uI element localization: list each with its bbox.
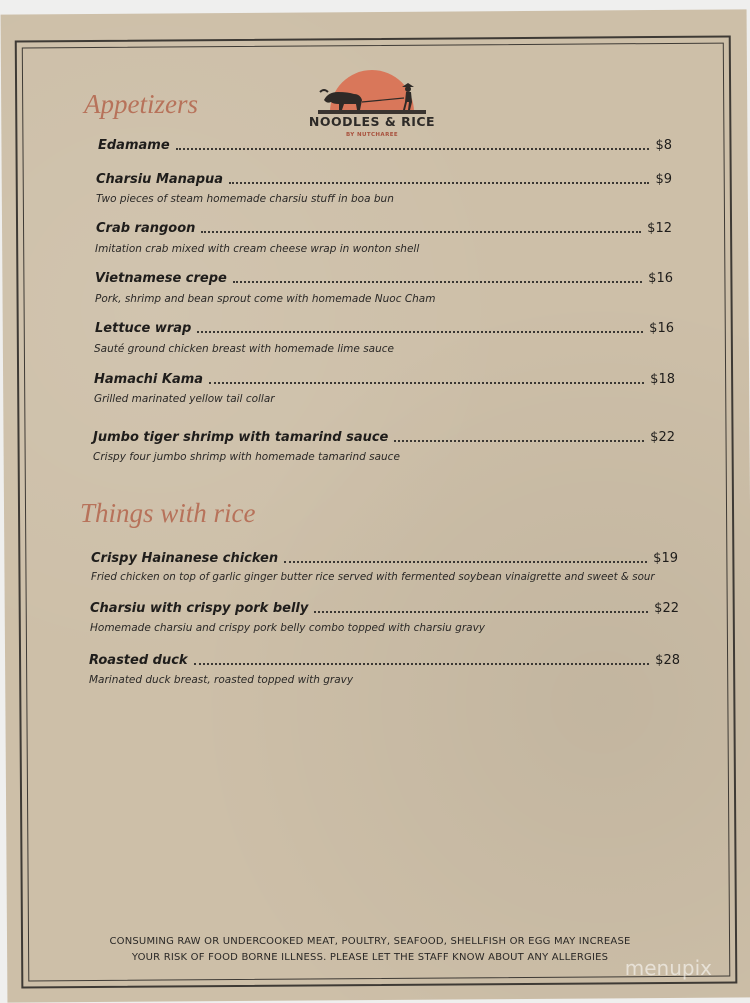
dot-leader xyxy=(284,560,647,563)
watermark: menupix xyxy=(624,956,712,980)
menu-item-roasted-duck xyxy=(89,653,680,668)
item-price: $16 xyxy=(648,271,673,286)
logo-sun-farmer-icon xyxy=(302,62,442,118)
menu-item-charsiu-manapua xyxy=(96,172,672,187)
section-title-appetizers: Appetizers xyxy=(84,89,198,119)
dot-leader xyxy=(229,181,649,184)
disclaimer-line-2: YOUR RISK OF FOOD BORNE ILLNESS. PLEASE LET THE STAFF KNOW ABOUT ANY ALLERGIES xyxy=(131,952,609,963)
disclaimer-line-1: CONSUMING RAW OR UNDERCOOKED MEAT, POULTRY, SEAFOOD, SHELLFISH OR EGG MAY INCREASE xyxy=(109,936,631,947)
item-description: Homemade charsiu and crispy pork belly combo topped with charsiu gravy xyxy=(90,622,486,634)
menu-item-vietnamese-crepe xyxy=(95,271,673,286)
item-price: $16 xyxy=(649,321,674,336)
logo-title: NOODLES & RICE xyxy=(308,114,436,129)
menu-item-charsiu-crispy-pork-belly xyxy=(90,601,679,616)
menu-item-jumbo-tiger-shrimp xyxy=(93,430,675,445)
item-name: Roasted duck xyxy=(89,653,188,668)
item-name: Lettuce wrap xyxy=(95,321,192,336)
item-description: Fried chicken on top of garlic ginger butter rice served with fermented soybean vinaigrette and sweet & sour xyxy=(91,571,655,583)
dot-leader xyxy=(197,330,643,333)
item-description: Sauté ground chicken breast with homemade lime sauce xyxy=(94,343,394,355)
dot-leader xyxy=(394,439,644,442)
item-description: Pork, shrimp and bean sprout come with homemade Nuoc Cham xyxy=(95,293,436,305)
item-name: Hamachi Kama xyxy=(94,372,204,387)
item-description: Two pieces of steam homemade charsiu stuff in boa bun xyxy=(96,193,394,205)
item-price: $22 xyxy=(650,430,675,445)
restaurant-logo xyxy=(302,62,442,150)
item-price: $8 xyxy=(655,138,672,153)
item-price: $22 xyxy=(654,601,679,616)
item-description: Imitation crab mixed with cream cheese wrap in wonton shell xyxy=(95,243,420,255)
item-price: $12 xyxy=(647,221,672,236)
dot-leader xyxy=(176,147,650,150)
item-name: Jumbo tiger shrimp with tamarind sauce xyxy=(93,430,389,445)
item-name: Edamame xyxy=(98,138,170,153)
item-name: Charsiu with crispy pork belly xyxy=(90,601,309,616)
item-name: Crab rangoon xyxy=(96,221,196,236)
item-description: Grilled marinated yellow tail collar xyxy=(94,393,275,405)
menu-item-crab-rangoon xyxy=(96,221,672,236)
item-description: Crispy four jumbo shrimp with homemade tamarind sauce xyxy=(93,451,400,463)
dot-leader xyxy=(194,662,650,665)
dot-leader xyxy=(233,280,642,283)
item-name: Crispy Hainanese chicken xyxy=(91,551,279,566)
item-price: $19 xyxy=(653,551,678,566)
item-price: $28 xyxy=(655,653,680,668)
item-name: Vietnamese crepe xyxy=(95,271,227,286)
item-price: $9 xyxy=(655,172,672,187)
item-description: Marinated duck breast, roasted topped with gravy xyxy=(89,674,354,686)
item-price: $18 xyxy=(650,372,675,387)
menu-item-edamame xyxy=(98,138,672,153)
section-title-things-with-rice: Things with rice xyxy=(80,498,256,528)
dot-leader xyxy=(201,230,641,233)
item-name: Charsiu Manapua xyxy=(96,172,224,187)
dot-leader xyxy=(209,381,644,384)
menu-item-hamachi-kama xyxy=(94,372,675,387)
dot-leader xyxy=(314,610,648,613)
menu-item-crispy-hainanese-chicken xyxy=(91,551,678,566)
menu-item-lettuce-wrap xyxy=(95,321,674,336)
allergy-disclaimer xyxy=(60,934,680,966)
logo-subtitle: BY NUTCHAREE xyxy=(345,132,399,138)
